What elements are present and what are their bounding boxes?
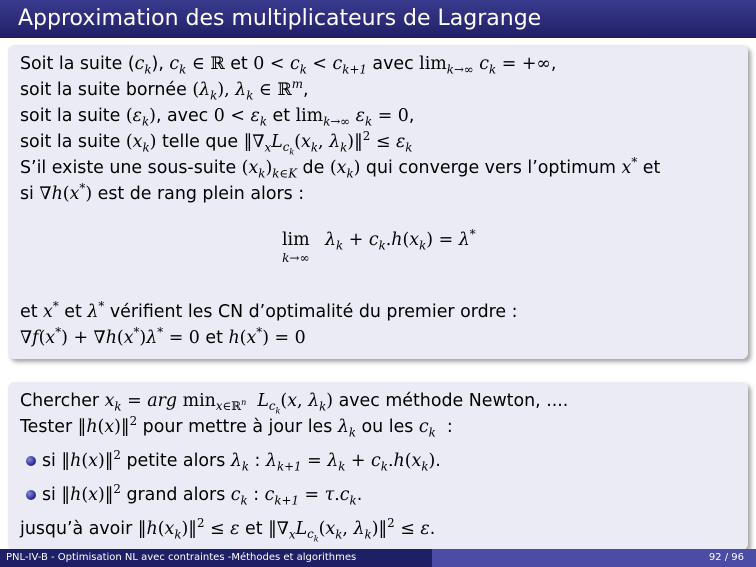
algorithm-line-1: Chercher $x_k$ = arg $\min_{x\in ℝ^n} L_{c_k}(x$, $\lambda_k$) avec méthode Newton, .... [20,391,569,416]
algorithm-bullet-1: si ‖h(x)‖$^2$ petite alors $\lambda_k$ : $\lambda_{k+1} = \lambda_k + c_k.h(x_k)$. [20,448,738,474]
theorem-line-4: soit la suite $(x_k)$ telle que $‖\nabla_xL_{c_k}(x_k$, $\lambda_k)‖^2 \le \varepsilon_k$ [20,129,413,157]
theorem-line-5: S’il existe une sous-suite $(x_k)_{k\in K}$ de $(x_k)$ qui converge vers l’optimum x* et [20,155,661,181]
algorithm-line-3: jusqu’à avoir $‖h(x_k)‖^2 \le \varepsilon$ et $‖\nabla_xL_{c_k}(x_k$, $\lambda_k)‖^2 \le \varepsilon$. [20,516,436,544]
footer-page-number: 92 / 96 [432,549,756,567]
algorithm-block [8,382,748,550]
algorithm-line-2: Tester ‖h(x)‖$^2$ pour mettre à jour les $\lambda_k$ ou les $c_k$ : [20,414,453,440]
theorem-block [8,45,748,359]
limit-equation: lim k→∞ $\lambda_k + c_k.h(x_k) = \lambda^*$ [282,227,476,265]
theorem-line-7: et x* et λ* vérifient les CN d’optimalité du premier ordre : [20,299,518,322]
theorem-line-1: Soit la suite $(c_k)$, $c_k$ ∈ ℝ et $0 < c_k < c_{k+1}$ avec $\lim_{k\to\infty} c_k$ = +∞, [20,54,557,77]
slide-footer [0,549,756,567]
theorem-line-6: si ∇h(x*) est de rang plein alors : [20,181,305,204]
theorem-line-8: ∇f(x*) + ∇h(x*)λ* = 0 et h(x*) = 0 [20,325,306,348]
bullet-icon [26,490,36,500]
theorem-line-3: soit la suite $(\varepsilon_k)$, avec $0 < \varepsilon_k$ et $\lim_{k\to\infty} \varepsilon_k = 0$, [20,106,415,129]
bullet-icon [26,456,36,466]
theorem-line-2: soit la suite bornée $(\lambda_k)$, $\lambda_k$ ∈ ℝ$^m$, [20,77,309,103]
footer-course-title: PNL-IV-B - Optimisation NL avec contraintes -Méthodes et algorithmes [0,549,432,567]
slide-title: Approximation des multiplicateurs de Lagrange [0,0,756,38]
algorithm-bullet-2: si ‖h(x)‖$^2$ grand alors $c_k$ : $c_{k+1} = \tau.c_k$. [20,482,738,508]
